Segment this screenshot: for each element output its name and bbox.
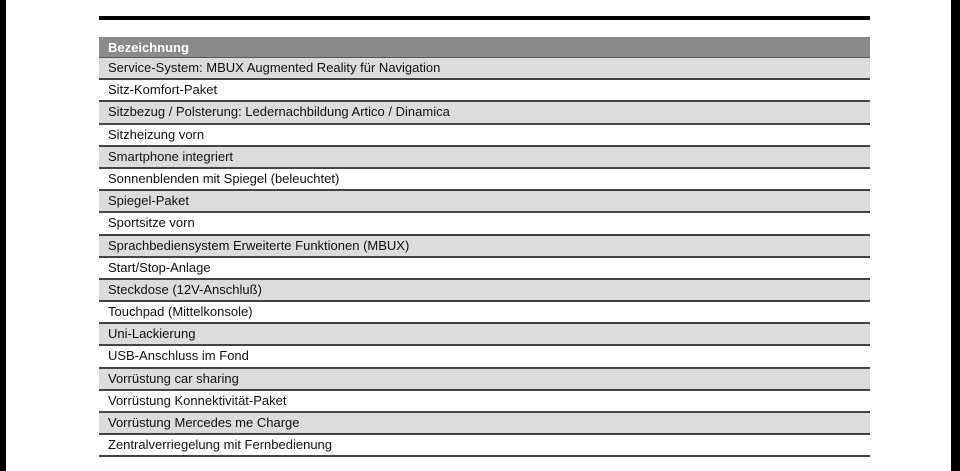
table-row: Sportsitze vorn bbox=[99, 213, 870, 235]
table-row: Sprachbediensystem Erweiterte Funktionen (MBUX) bbox=[99, 236, 870, 258]
top-rule bbox=[99, 16, 870, 20]
table-row: Uni-Lackierung bbox=[99, 324, 870, 346]
table-row: Start/Stop-Anlage bbox=[99, 258, 870, 280]
table-row: Sitzheizung vorn bbox=[99, 125, 870, 147]
table-row: Vorrüstung Mercedes me Charge bbox=[99, 413, 870, 435]
table-row: Steckdose (12V-Anschluß) bbox=[99, 280, 870, 302]
equipment-table bbox=[99, 37, 870, 457]
table-row: Service-System: MBUX Augmented Reality für Navigation bbox=[99, 58, 870, 80]
table-row: Touchpad (Mittelkonsole) bbox=[99, 302, 870, 324]
table-row: Vorrüstung Konnektivität-Paket bbox=[99, 391, 870, 413]
table-row: Sonnenblenden mit Spiegel (beleuchtet) bbox=[99, 169, 870, 191]
table-row: Spiegel-Paket bbox=[99, 191, 870, 213]
table-row: Zentralverriegelung mit Fernbedienung bbox=[99, 435, 870, 457]
table-row: USB-Anschluss im Fond bbox=[99, 346, 870, 368]
table-row: Smartphone integriert bbox=[99, 147, 870, 169]
table-row: Sitz-Komfort-Paket bbox=[99, 80, 870, 102]
table-row: Sitzbezug / Polsterung: Ledernachbildung Artico / Dinamica bbox=[99, 102, 870, 124]
table-header-bezeichnung: Bezeichnung bbox=[99, 37, 870, 58]
table-row: Vorrüstung car sharing bbox=[99, 369, 870, 391]
document-page bbox=[6, 0, 951, 471]
